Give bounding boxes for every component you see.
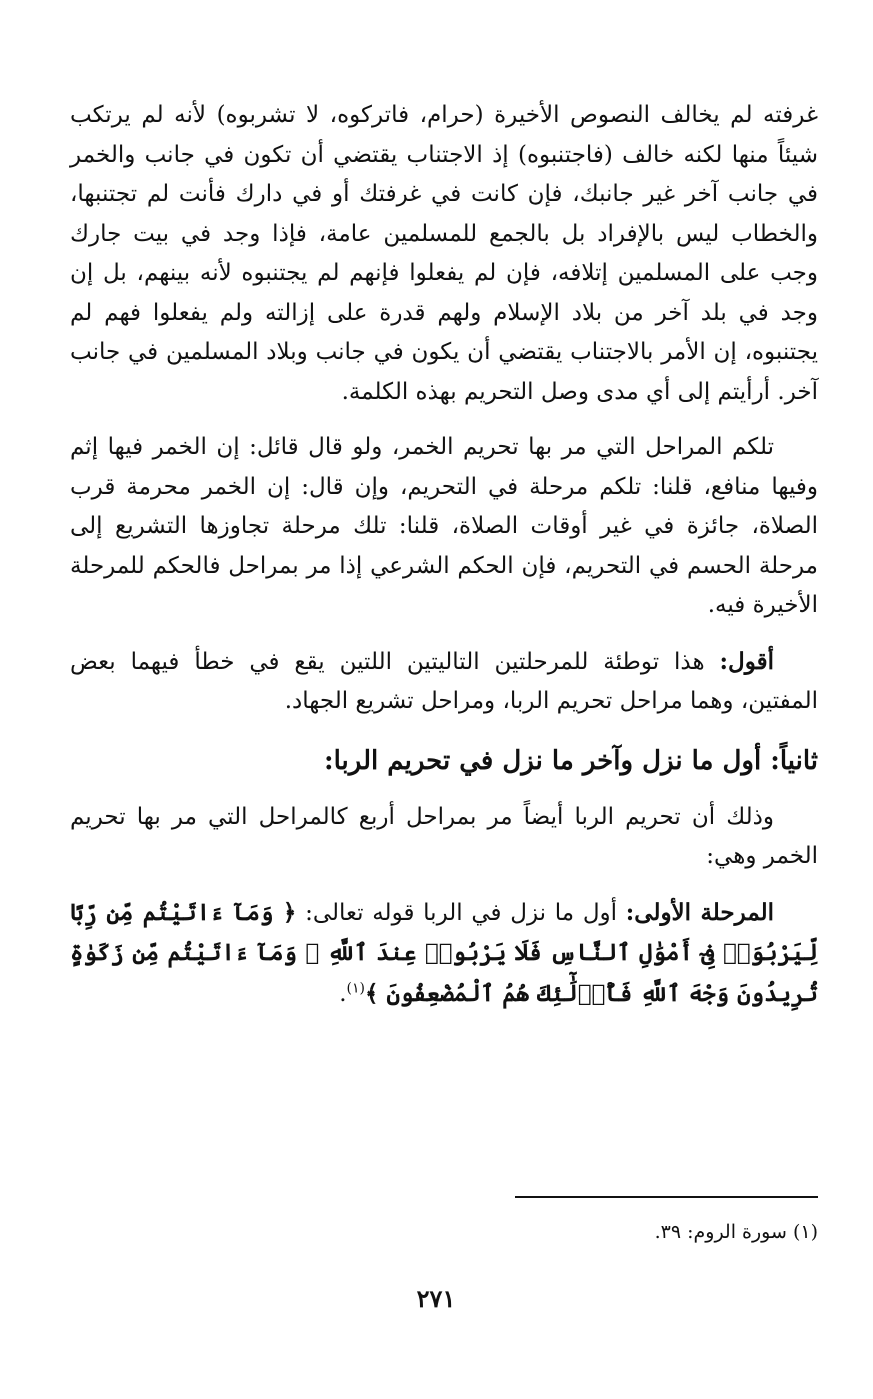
main-text-column	[70, 96, 818, 1014]
paragraph-4: وذلك أن تحريم الربا أيضاً مر بمراحل أربع كالمراحل التي مر بها تحريم الخمر وهي:	[70, 803, 818, 869]
paragraph-3	[70, 642, 818, 722]
quran-verse: ﴿ وَمَآ ءَاتَيْتُم مِّن رِّبًا لِّيَرْبُوَا۟ فِىٓ أَمْوَٰلِ ٱلنَّاسِ فَلَا يَرْبُوا۟ عِندَ ٱللَّهِ ۖ وَمَآ ءَاتَيْتُم مِّن زَكَوٰةٍ تُرِيدُونَ وَجْهَ ٱللَّهِ فَأُو۟لَٰٓئِكَ هُمُ ٱلْمُضْعِفُونَ ﴾	[70, 898, 818, 1007]
section-heading: ثانياً: أول ما نزل وآخر ما نزل في تحريم الربا:	[324, 745, 818, 776]
footnote: (١) سورة الروم: ٣٩.	[654, 1221, 818, 1243]
footnote-separator	[515, 1196, 818, 1198]
stage-one-lead: المرحلة الأولى:	[625, 898, 775, 926]
stage-one-text: أول ما نزل في الربا قوله تعالى:	[305, 899, 618, 926]
paragraph-5	[70, 893, 818, 1015]
paragraph-5-end: .	[339, 980, 347, 1007]
paragraph-3-text: هذا توطئة للمرحلتين التاليتين اللتين يقع في خطأ فيهما بعض المفتين، وهما مراحل تحريم الربا، ومراحل تشريع الجهاد.	[70, 648, 818, 714]
paragraph-1: غرفته لم يخالف النصوص الأخيرة (حرام، فاتركوه، لا تشربوه) لأنه لم يرتكب شيئاً منها لكنه خالف (فاجتنبوه) إذ الاجتناب يقتضي أن تكون في جانب والخمر في جانب آخر غير جانبك، فإن كانت في غرفتك أو في دارك فأنت لم تجتنبها، والخطاب ليس بالإفراد بل بالجمع للمسلمين عامة، فإذا وجد في بيت جارك وجب على المسلمين إتلافه، فإن لم يفعلوا فإنهم لم يجتنبوه لأنه بينهم، بل إن وجد في بلد آخر من بلاد الإسلام ولهم قدرة على إزالته ولم يفعلوا فهم لم يجتنبوه، إن الأمر بالاجتناب يقتضي أن يكون في جانب وبلاد المسلمين في جانب آخر. أرأيتم إلى أي مدى وصل التحريم بهذه الكلمة.	[70, 102, 818, 405]
page-number: ٢٧١	[416, 1284, 456, 1313]
paragraph-3-lead: أقول:	[719, 647, 775, 675]
footnote-reference: (١)	[346, 979, 365, 996]
paragraph-2: تلكم المراحل التي مر بها تحريم الخمر، ولو قال قائل: إن الخمر فيها إثم وفيها منافع، قلنا: تلكم مرحلة في التحريم، وإن قال: إن الخمر محرمة قرب الصلاة، جائزة في غير أوقات الصلاة، قلنا: تلك مرحلة تجاوزها التشريع إلى مرحلة الحسم في التحريم، فإن الحكم الشرعي إذا مر بمراحل فالحكم للمرحلة الأخيرة فيه.	[70, 434, 818, 618]
